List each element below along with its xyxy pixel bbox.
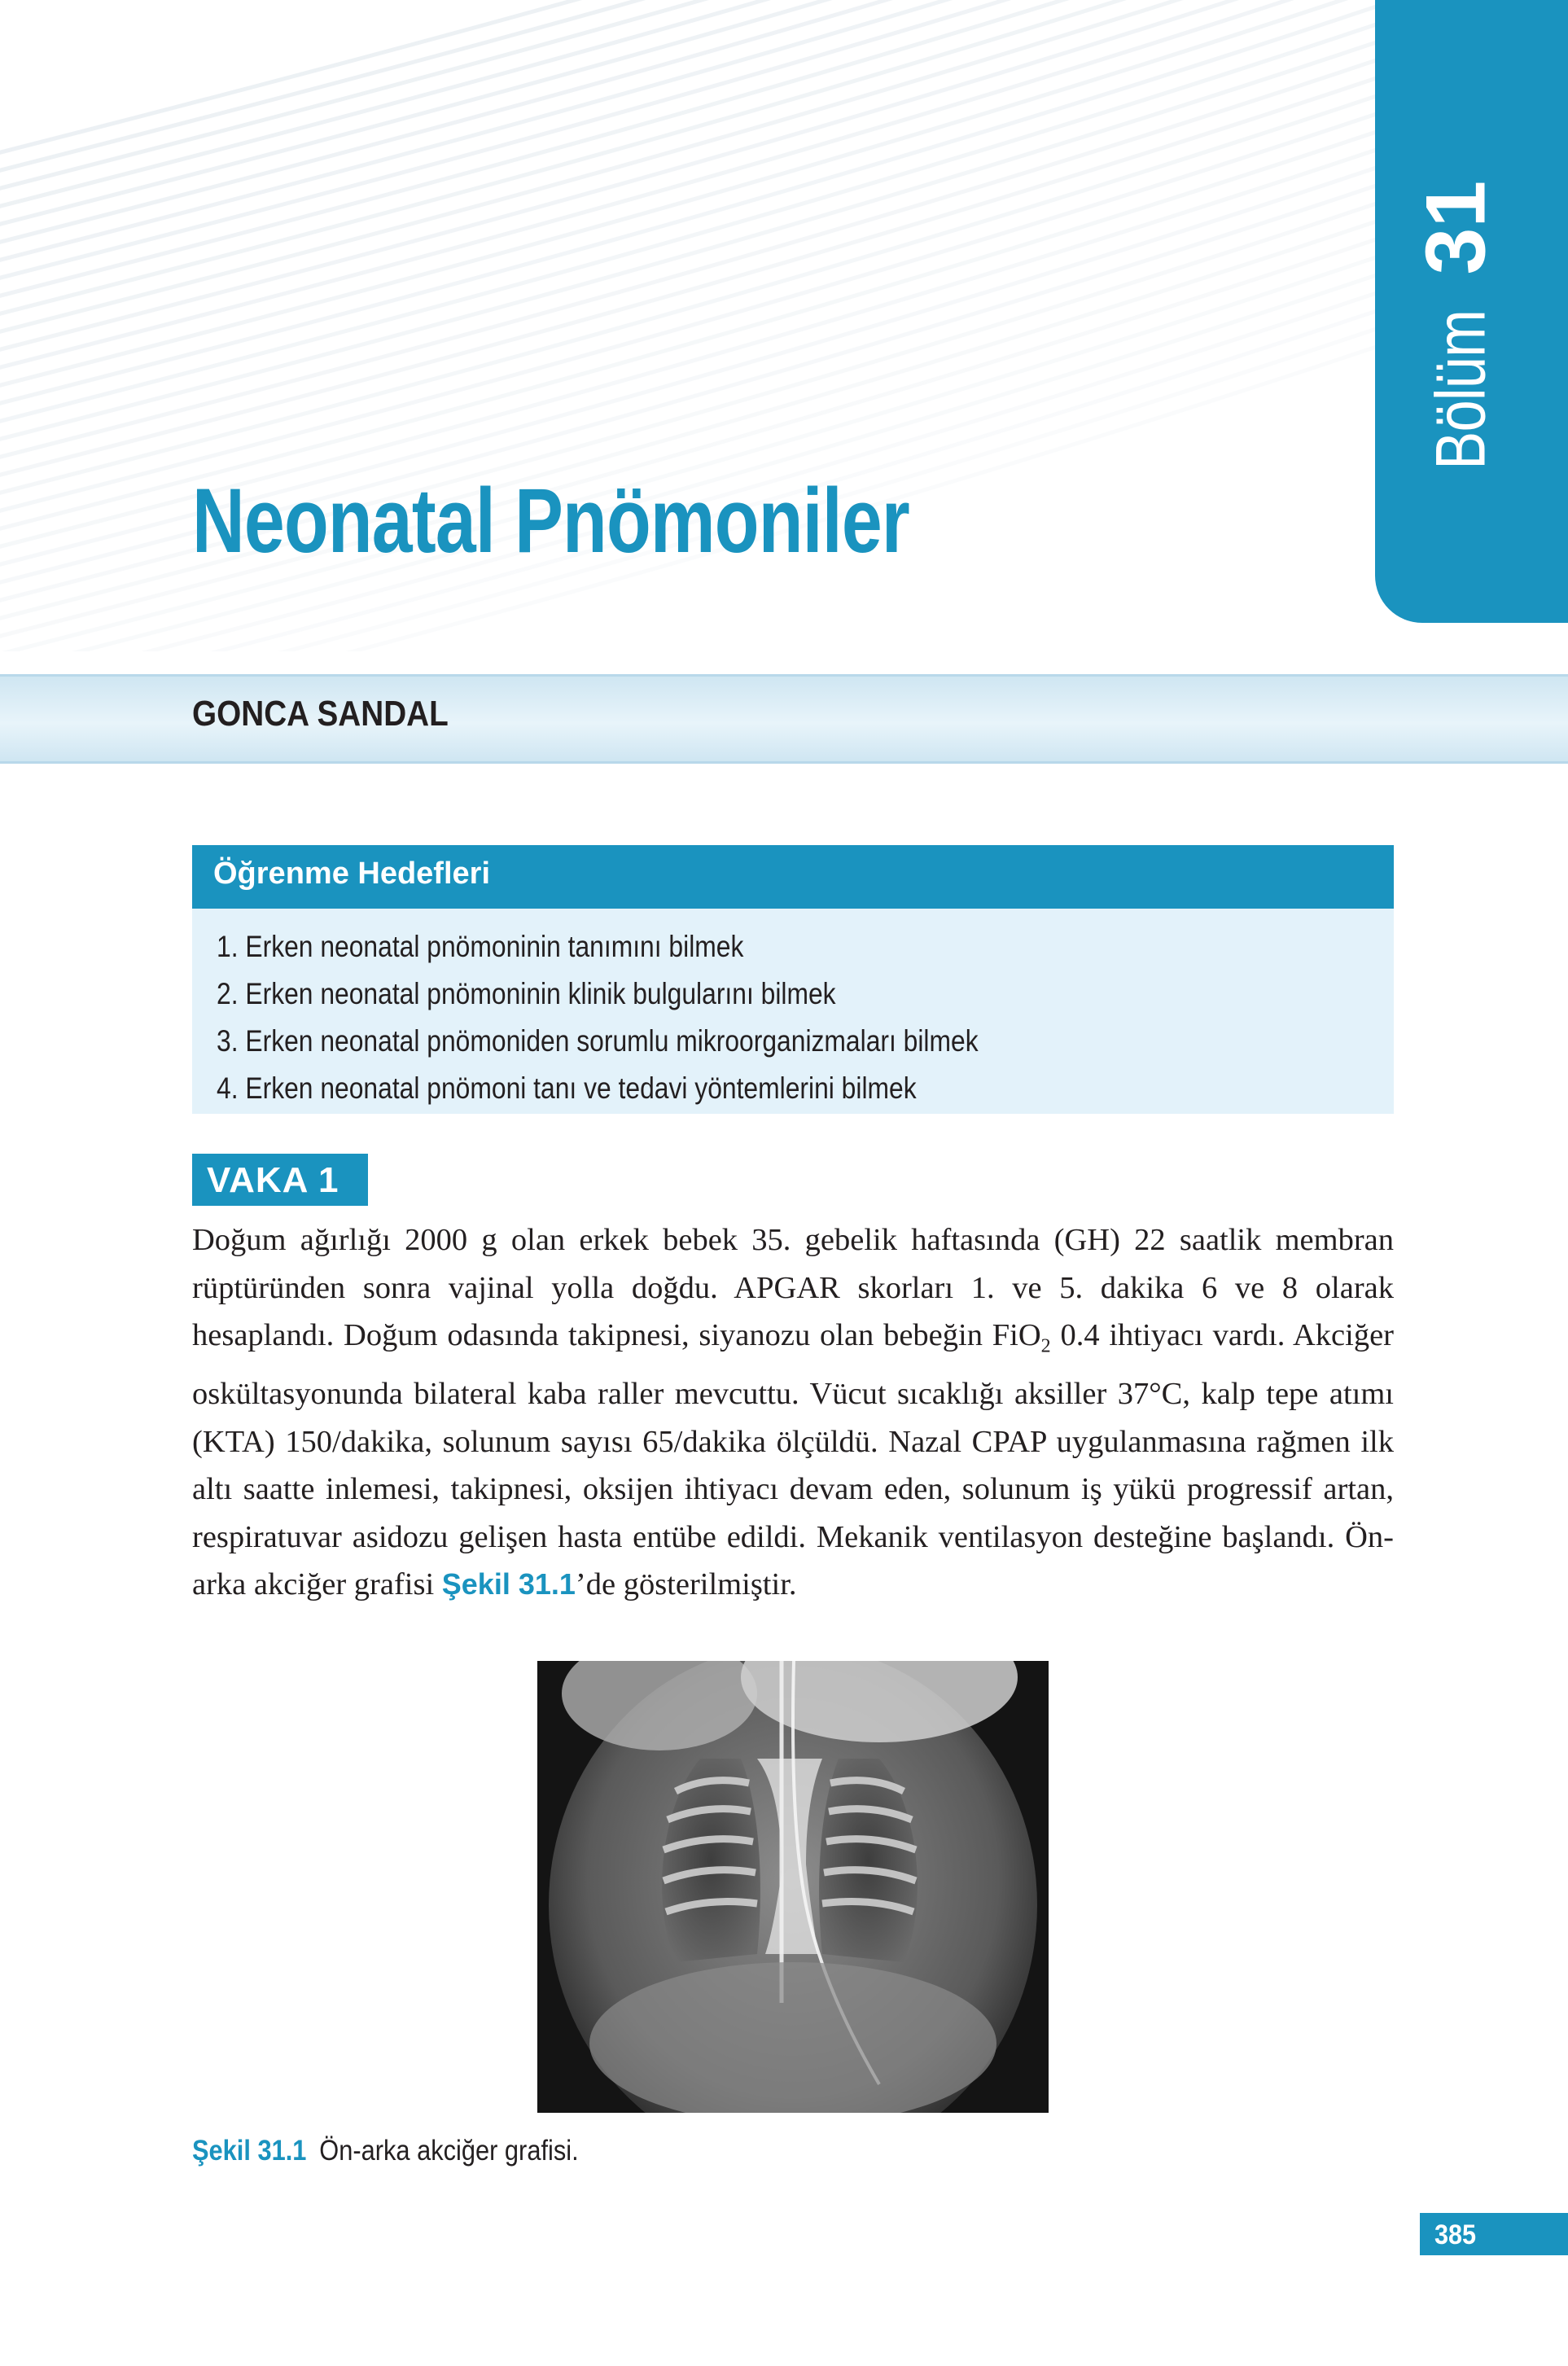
case-text-part3: ’de gösterilmiştir. [575, 1567, 797, 1602]
list-item: 2. Erken neonatal pnömoninin klinik bulgularını bilmek [217, 977, 836, 1010]
author-name: GONCA SANDAL [192, 694, 449, 734]
learning-objectives-list [217, 923, 1102, 1112]
figure-caption-text: Ön-arka akciğer grafisi. [319, 2135, 579, 2167]
case-text-part1: Doğum ağırlığı 2000 g olan erkek bebek 35. gebelik haftasında (GH) 22 saatlik membran rüptüründen sonra vajinal yolla doğdu. APGAR skorları 1. ve 5. dakika 6 ve 8 olarak hesaplandı. Doğum odasında takipnesi, siyanozu olan bebeğin FiO [192, 1223, 1394, 1352]
list-item: 1. Erken neonatal pnömoninin tanımını bilmek [217, 930, 744, 963]
case-badge [192, 1154, 368, 1206]
figure-reference-link[interactable]: Şekil 31.1 [441, 1567, 576, 1601]
page-title: Neonatal Pnömoniler [192, 470, 909, 572]
list-item: 4. Erken neonatal pnömoni tanı ve tedavi yöntemlerini bilmek [217, 1071, 917, 1105]
list-item: 3. Erken neonatal pnömoniden sorumlu mikroorganizmaları bilmek [217, 1024, 979, 1058]
wave-line [0, 0, 1425, 181]
figure-caption [192, 2135, 579, 2167]
case-label: VAKA 1 [207, 1160, 339, 1200]
page-number-bar [1420, 2213, 1568, 2255]
chest-xray-image [537, 1661, 1049, 2113]
wave-line [0, 0, 1425, 234]
chapter-number: 31 [1408, 180, 1504, 275]
learning-objectives-header [192, 845, 1394, 909]
learning-objectives-heading: Öğrenme Hedefleri [213, 857, 490, 891]
case-text-part2: 0.4 ihtiyacı vardı. Akciğer oskültasyonunda bilateral kaba raller mevcuttu. Vücut sıcaklığı aksiller 37°C, kalp tepe atımı (KTA) 150/dakika, solunum sayısı 65/dakika ölçüldü. Nazal CPAP uygulanmasına rağmen ilk altı saatte inlemesi, takipnesi, oksijen ihtiyacı devam eden, solunum iş yükü progressif artan, respiratuvar asidozu gelişen hasta entübe edildi. Mekanik ventilasyon desteğine başlandı. Ön-arka akciğer grafisi [192, 1318, 1394, 1602]
chapter-word: Bölüm [1421, 309, 1500, 470]
wave-line [0, 0, 1425, 360]
case-body [192, 1216, 1394, 1609]
learning-objectives-box [192, 845, 1394, 1114]
figure-label: Şekil 31.1 [192, 2135, 307, 2167]
case-text-subscript: 2 [1040, 1335, 1051, 1357]
wave-line [0, 0, 1425, 414]
wave-line [0, 0, 1425, 252]
page-number: 385 [1434, 2219, 1477, 2250]
wave-line [0, 223, 1425, 646]
